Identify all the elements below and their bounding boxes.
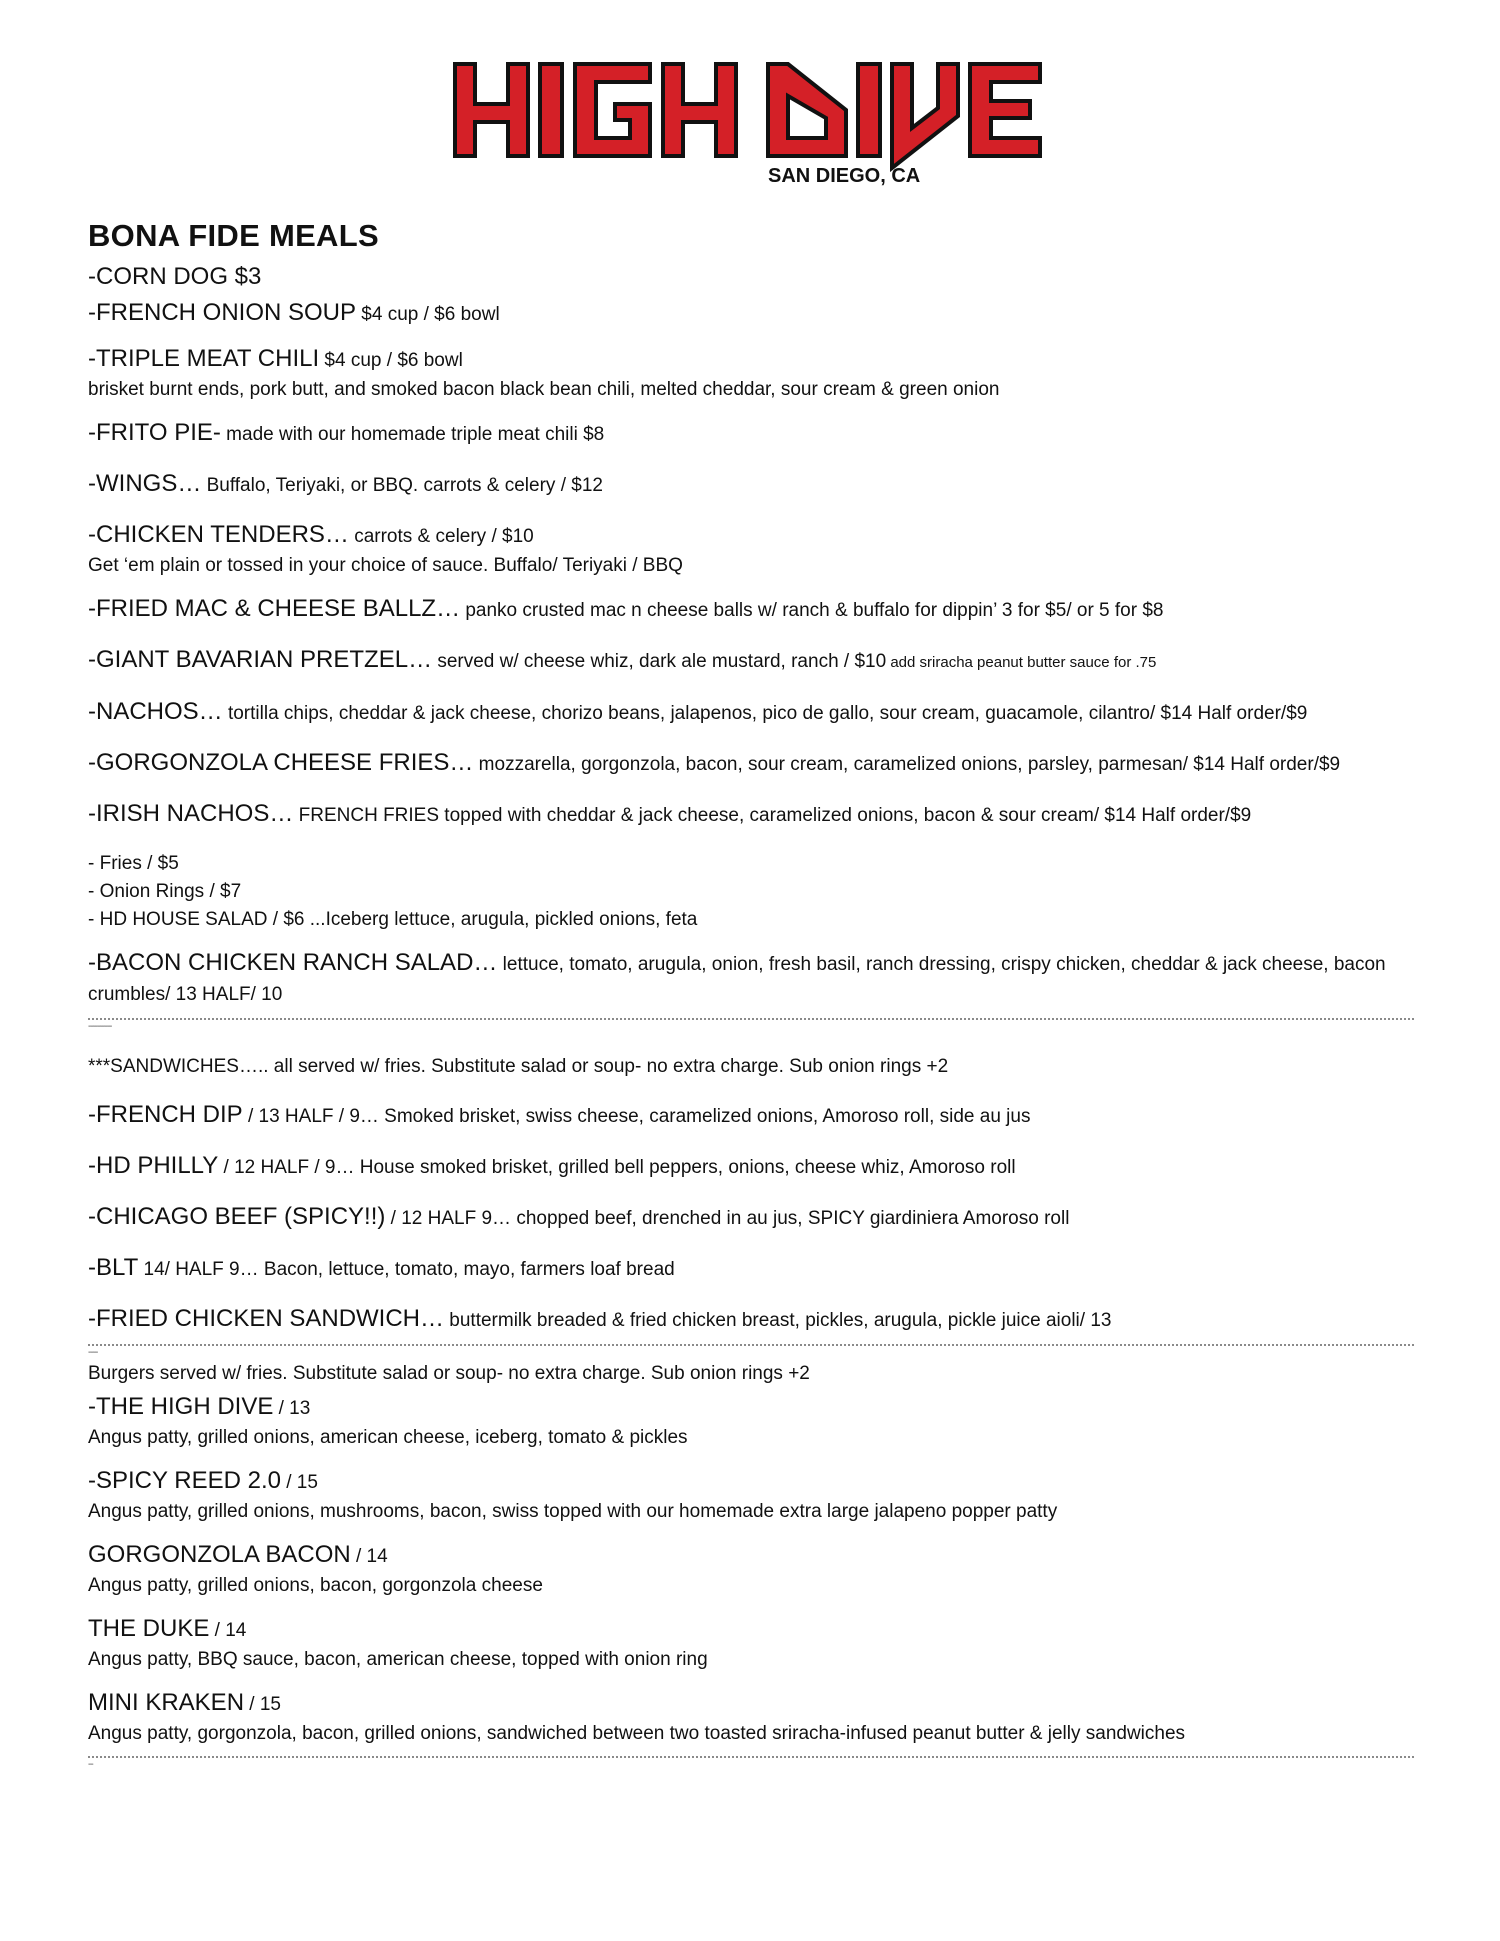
item-description: buttermilk breaded & fried chicken breast, pickles, arugula, pickle juice aioli/ 13 <box>444 1310 1112 1331</box>
menu-content <box>88 218 1414 1772</box>
menu-item-french-onion-soup <box>88 298 1414 330</box>
menu-item-triple-meat-chili <box>88 344 1414 376</box>
menu-item-frito-pie <box>88 418 1414 450</box>
item-price: $4 cup / $6 bowl <box>356 304 500 325</box>
item-name: -CHICAGO BEEF (SPICY!!) <box>88 1203 386 1230</box>
item-name: MINI KRAKEN <box>88 1689 245 1716</box>
item-name: -FRIED CHICKEN SANDWICH… <box>88 1305 445 1332</box>
item-name: -FRENCH DIP <box>88 1101 243 1128</box>
sandwiches-intro: ***SANDWICHES….. all served w/ fries. Substitute salad or soup- no extra charge. Sub onion rings +2 <box>88 1056 949 1077</box>
menu-item-chicago-beef <box>88 1202 1414 1234</box>
item-description: carrots & celery / $10 <box>348 526 534 547</box>
burgers-intro: Burgers served w/ fries. Substitute salad or soup- no extra charge. Sub onion rings +2 <box>88 1363 810 1384</box>
menu-item-mac-cheese-ballz <box>88 594 1414 626</box>
menu-item-fries: - Fries / $5 <box>88 853 179 874</box>
item-description: mozzarella, gorgonzola, bacon, sour cream, caramelized onions, parsley, parmesan/ $14 Half order/$9 <box>473 754 1341 775</box>
divider-tick: -- <box>88 1759 93 1770</box>
menu-item-gorgonzola-fries <box>88 748 1414 780</box>
menu-item-burger <box>88 1392 1414 1424</box>
item-name: -BACON CHICKEN RANCH SALAD… <box>88 949 498 976</box>
item-description: brisket burnt ends, pork butt, and smoked bacon black bean chili, melted cheddar, sour cream & green onion <box>88 379 1000 400</box>
item-description: 14/ HALF 9… Bacon, lettuce, tomato, mayo, farmers loaf bread <box>138 1259 675 1280</box>
menu-item-corn-dog <box>88 262 1414 294</box>
menu-item-burger <box>88 1540 1414 1572</box>
menu-item-house-salad: - HD HOUSE SALAD / $6 ...Iceberg lettuce, arugula, pickled onions, feta <box>88 909 698 930</box>
menu-item-french-dip <box>88 1100 1414 1132</box>
menu-item-hd-philly <box>88 1151 1414 1183</box>
menu-item-irish-nachos <box>88 799 1414 831</box>
item-name: -IRISH NACHOS… <box>88 800 294 827</box>
item-name: -GORGONZOLA CHEESE FRIES… <box>88 749 474 776</box>
item-description: Angus patty, gorgonzola, bacon, grilled onions, sandwiched between two toasted sriracha-infused peanut butter & jelly sandwiches <box>88 1723 1186 1744</box>
menu-item-chicken-tenders <box>88 520 1414 552</box>
item-description: Buffalo, Teriyaki, or BBQ. carrots & celery / $12 <box>201 475 603 496</box>
item-price: / 14 <box>350 1546 388 1567</box>
item-name: GORGONZOLA BACON <box>88 1541 351 1568</box>
menu-item-blt <box>88 1253 1414 1285</box>
item-description: tortilla chips, cheddar & jack cheese, chorizo beans, jalapenos, pico de gallo, sour cream, guacamole, cilantro/ $14 Half order/$9 <box>222 703 1308 724</box>
item-name: -SPICY REED 2.0 <box>88 1467 281 1494</box>
item-name: -FRIED MAC & CHEESE BALLZ… <box>88 595 461 622</box>
item-description: lettuce, tomato, arugula, onion, fresh basil, ranch dressing, crispy chicken, cheddar & jack cheese, bacon crumbles/ 13 HALF/ 10 <box>88 954 1386 1005</box>
item-description: Angus patty, grilled onions, american cheese, iceberg, tomato & pickles <box>88 1427 688 1448</box>
item-price: / 13 <box>273 1398 311 1419</box>
item-name: -GIANT BAVARIAN PRETZEL… <box>88 646 433 673</box>
item-description: / 12 HALF / 9… House smoked brisket, grilled bell peppers, onions, cheese whiz, Amoroso roll <box>218 1157 1016 1178</box>
item-name: THE DUKE <box>88 1615 210 1642</box>
divider-tick: ---------- <box>88 1021 112 1032</box>
item-description: made with our homemade triple meat chili $8 <box>220 424 605 445</box>
menu-item-fried-chicken-sandwich <box>88 1304 1414 1336</box>
item-name: -FRENCH ONION SOUP <box>88 299 357 326</box>
item-description: served w/ cheese whiz, dark ale mustard, ranch / $10 <box>432 651 887 672</box>
item-description: Angus patty, BBQ sauce, bacon, american cheese, topped with onion ring <box>88 1649 708 1670</box>
item-description: Angus patty, grilled onions, bacon, gorgonzola cheese <box>88 1575 543 1596</box>
menu-item-burger <box>88 1688 1414 1720</box>
item-name: -CORN DOG $3 <box>88 263 262 290</box>
divider-tick: ---- <box>88 1347 98 1358</box>
item-price: / 15 <box>244 1694 282 1715</box>
item-name: -BLT <box>88 1254 139 1281</box>
item-price: / 14 <box>209 1620 247 1641</box>
item-name: -NACHOS… <box>88 698 223 725</box>
meals-heading: BONA FIDE MEALS <box>88 218 379 253</box>
menu-item-nachos <box>88 697 1414 729</box>
item-description: Angus patty, grilled onions, mushrooms, bacon, swiss topped with our homemade extra large jalapeno popper patty <box>88 1501 1058 1522</box>
item-note: Get ‘em plain or tossed in your choice of sauce. Buffalo/ Teriyaki / BBQ <box>88 555 683 576</box>
item-price: / 15 <box>280 1472 318 1493</box>
item-name: -CHICKEN TENDERS… <box>88 521 349 548</box>
item-price: $4 cup / $6 bowl <box>319 350 463 371</box>
item-addon: add sriracha peanut butter sauce for .75 <box>886 654 1157 671</box>
high-dive-logo <box>450 56 1050 186</box>
item-name: -TRIPLE MEAT CHILI <box>88 345 320 372</box>
item-description: / 12 HALF 9… chopped beef, drenched in au jus, SPICY giardiniera Amoroso roll <box>385 1208 1070 1229</box>
menu-item-burger <box>88 1614 1414 1646</box>
logo-location: SAN DIEGO, CA <box>768 165 921 186</box>
item-name: -WINGS… <box>88 470 202 497</box>
item-description: FRENCH FRIES topped with cheddar & jack cheese, caramelized onions, bacon & sour cream/ $14 Half order/$9 <box>293 805 1252 826</box>
item-name: -THE HIGH DIVE <box>88 1393 274 1420</box>
item-description: panko crusted mac n cheese balls w/ ranch & buffalo for dippin’ 3 for $5/ or 5 for $8 <box>460 600 1164 621</box>
menu-item-wings <box>88 469 1414 501</box>
menu-item-onion-rings: - Onion Rings / $7 <box>88 881 242 902</box>
item-name: -FRITO PIE- <box>88 419 221 446</box>
menu-item-bacon-chicken-ranch-salad <box>88 948 1414 1010</box>
menu-item-pretzel <box>88 645 1414 678</box>
item-name: -HD PHILLY <box>88 1152 219 1179</box>
item-description: / 13 HALF / 9… Smoked brisket, swiss cheese, caramelized onions, Amoroso roll, side au jus <box>242 1106 1031 1127</box>
menu-item-burger <box>88 1466 1414 1498</box>
